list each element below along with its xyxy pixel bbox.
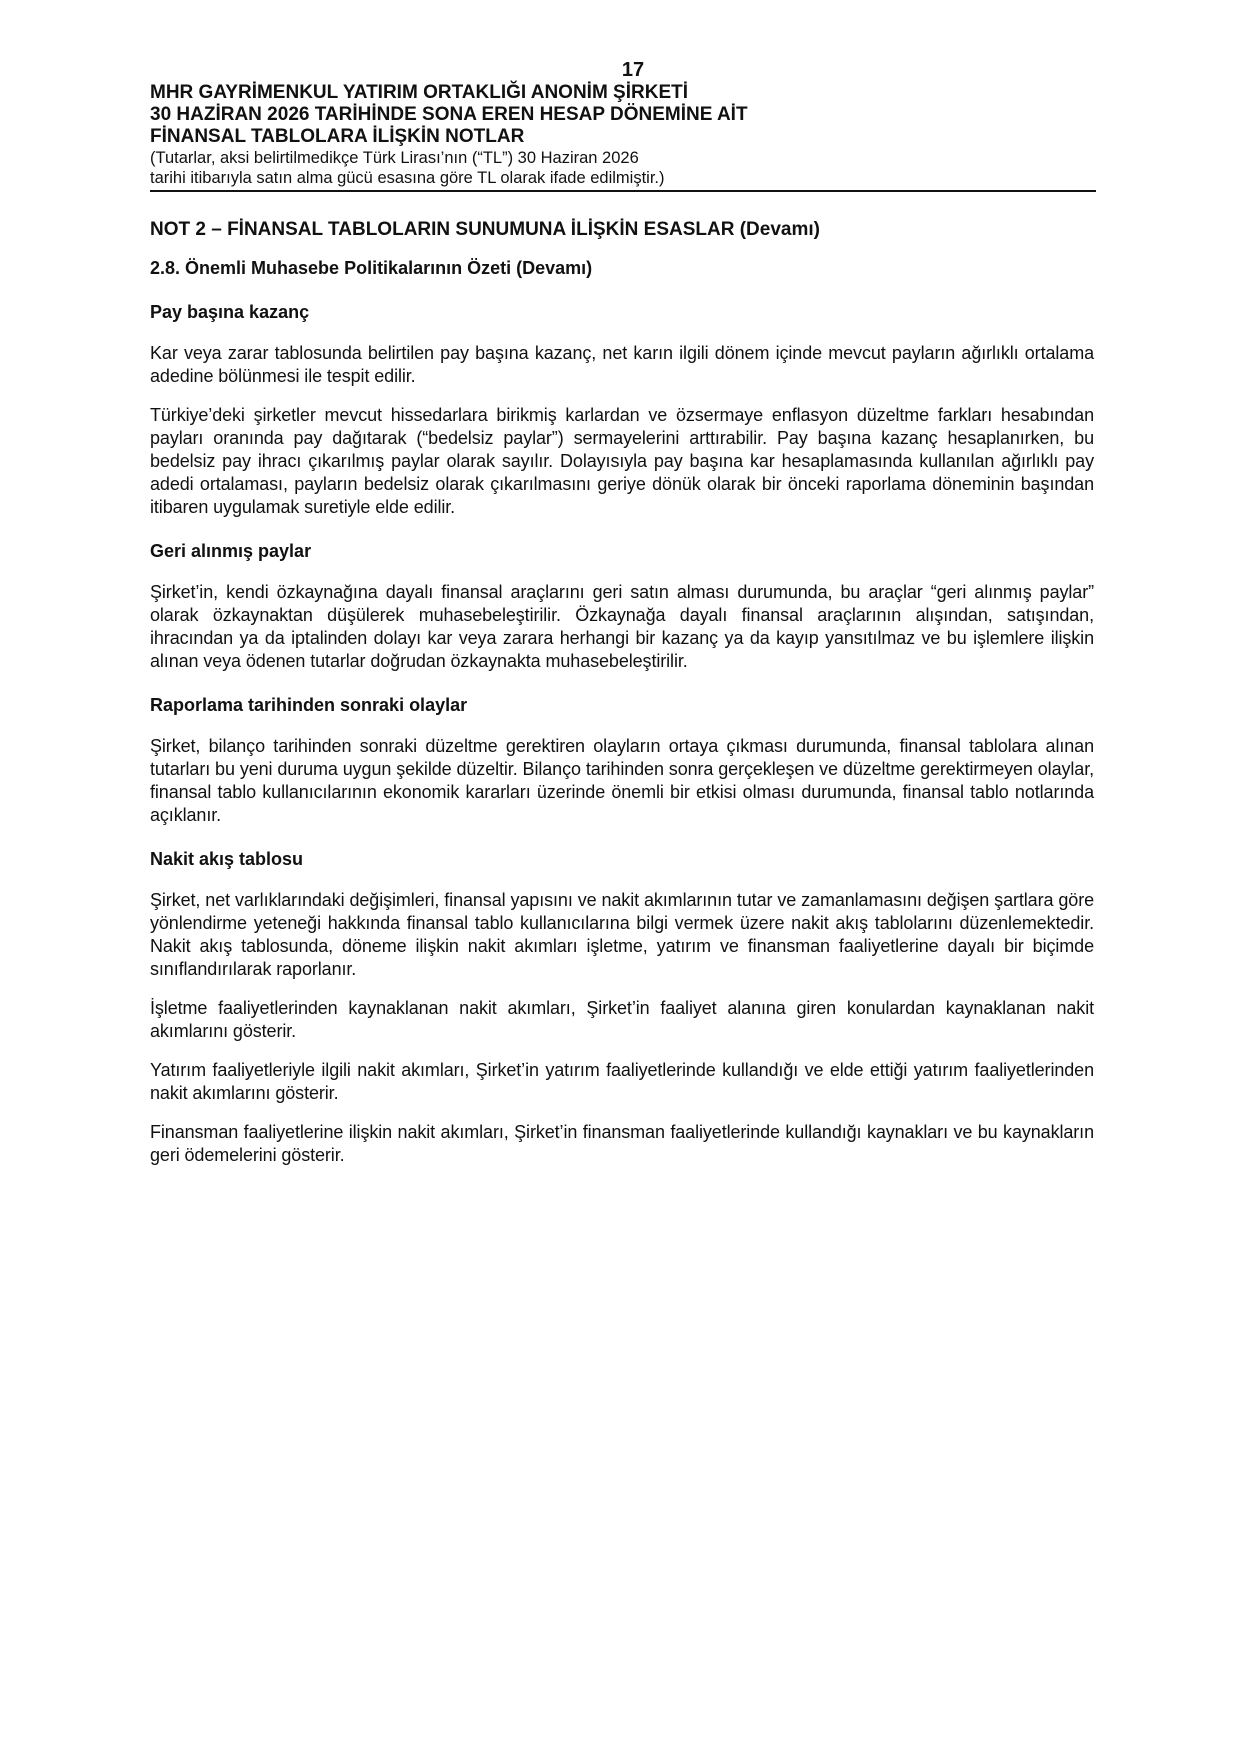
document-header bbox=[150, 82, 1094, 188]
period-title: 30 HAZİRAN 2026 TARİHİNDE SONA EREN HESAP DÖNEMİNE AİT bbox=[150, 104, 748, 125]
section-treasury-shares bbox=[150, 539, 1094, 673]
notes-title: FİNANSAL TABLOLARA İLİŞKİN NOTLAR bbox=[150, 126, 525, 147]
document-page bbox=[150, 58, 1094, 1167]
paragraph: Yatırım faaliyetleriyle ilgili nakit akımları, Şirket’in yatırım faaliyetlerinde kullandığı ve elde ettiği yatırım faaliyetlerinden nakit akımlarını gösterir. bbox=[150, 1060, 1094, 1103]
paragraph: Kar veya zarar tablosunda belirtilen pay başına kazanç, net karın ilgili dönem içinde mevcut payların ağırlıklı ortalama adedine bölünmesi ile tespit edilir. bbox=[150, 343, 1094, 386]
paragraph: Şirket, bilanço tarihinden sonraki düzeltme gerektiren olayların ortaya çıkması durumunda, finansal tablolara alınan tutarları bu yeni duruma uygun şekilde düzeltir. Bilanço tarihinden sonra gerçekleşen ve düzeltme gerektirmeyen olaylar, finansal tablo kullanıcılarının ekonomik kararları üzerinde önemli bir etkisi olması durumunda, finansal tablo notlarında açıklanır. bbox=[150, 736, 1094, 825]
company-name: MHR GAYRİMENKUL YATIRIM ORTAKLIĞI ANONİM ŞİRKETİ bbox=[150, 82, 689, 103]
paragraph: Şirket, net varlıklarındaki değişimleri, finansal yapısını ve nakit akımlarının tutar ve zamanlamasını değişen şartlara göre yönlendirme yeteneği hakkında finansal tablo kullanıcılarına bilgi vermek üzere nakit akış tablolarını düzenlemektedir. Nakit akış tablosunda, döneme ilişkin nakit akımları işletme, yatırım ve finansman faaliyetlerine dayalı bir biçimde sınıflandırılarak raporlanır. bbox=[150, 890, 1094, 979]
paragraph: Türkiye’deki şirketler mevcut hissedarlara birikmiş karlardan ve özsermaye enflasyon düzeltme farkları hesabından payları oranında pay dağıtarak (“bedelsiz paylar”) sermayelerini arttırabilir. Pay başına kazanç hesaplanırken, bu bedelsiz pay ihracı çıkarılmış paylar olarak sayılır. Dolayısıyla pay başına kar hesaplamasında kullanılan ağırlıklı pay adedi ortalaması, payların bedelsiz olarak çıkarılmasını geriye dönük olarak bir önceki raporlama döneminin başından itibaren uygulamak suretiyle elde edilir. bbox=[150, 405, 1094, 517]
section-heading: Nakit akış tablosu bbox=[150, 849, 304, 869]
header-divider bbox=[150, 190, 1096, 192]
section-heading: Pay başına kazanç bbox=[150, 302, 310, 322]
currency-note-line-2: tarihi itibarıyla satın alma gücü esasına göre TL olarak ifade edilmiştir.) bbox=[150, 169, 665, 187]
section-earnings-per-share bbox=[150, 300, 1094, 519]
section-heading: Raporlama tarihinden sonraki olaylar bbox=[150, 695, 468, 715]
currency-note-line-1: (Tutarlar, aksi belirtilmedikçe Türk Lirası’nın (“TL”) 30 Haziran 2026 bbox=[150, 149, 639, 167]
paragraph: Finansman faaliyetlerine ilişkin nakit akımları, Şirket’in finansman faaliyetlerinde kullandığı kaynakları ve bu kaynakların geri ödemelerini gösterir. bbox=[150, 1122, 1094, 1165]
section-subsequent-events bbox=[150, 693, 1094, 827]
paragraph: Şirket’in, kendi özkaynağına dayalı finansal araçlarını geri satın alması durumunda, bu araçlar “geri alınmış paylar” olarak özkaynaktan düşülerek muhasebeleştirilir. Özkaynağa dayalı finansal araçlarının alışından, satışından, ihracından ya da iptalinden dolayı kar veya zarara herhangi bir kazanç ya da kayıp yansıtılmaz ve bu işlemlere ilişkin alınan veya ödenen tutarlar doğrudan özkaynakta muhasebeleştirilir. bbox=[150, 582, 1094, 671]
section-cash-flow-statement bbox=[150, 847, 1094, 1167]
page-number: 17 bbox=[621, 59, 645, 81]
section-heading: Geri alınmış paylar bbox=[150, 541, 312, 561]
paragraph: İşletme faaliyetlerinden kaynaklanan nakit akımları, Şirket’in faaliyet alanına giren konulardan kaynaklanan nakit akımlarını gösterir. bbox=[150, 998, 1094, 1041]
note-title: NOT 2 – FİNANSAL TABLOLARIN SUNUMUNA İLİŞKİN ESASLAR (Devamı) bbox=[150, 219, 820, 240]
sub-section-title: 2.8. Önemli Muhasebe Politikalarının Özeti (Devamı) bbox=[150, 258, 593, 278]
